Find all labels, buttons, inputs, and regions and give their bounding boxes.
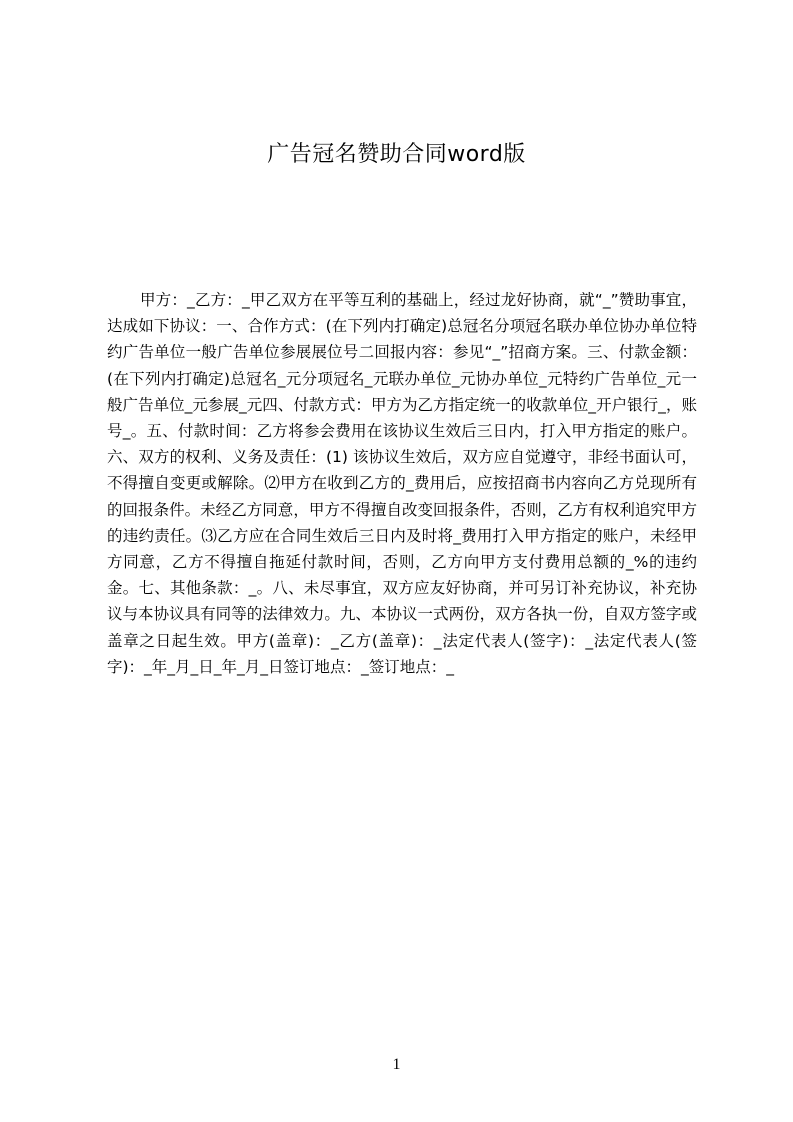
document-title: 广告冠名赞助合同word版	[267, 142, 526, 167]
contract-body-text: 甲方：_乙方：_甲乙双方在平等互利的基础上，经过龙好协商，就“_”赞助事宜，达成如下协议：一、合作方式：(在下列内打确定)总冠名分项冠名联办单位协办单位特约广告单位一般广告单位参展展位号二回报内容：参见“_”招商方案。三、付款金额：(在下列内打确定)总冠名_元分项冠名_元联办单位_元协办单位_元特约广告单位_元一般广告单位_元参展_元四、付款方式：甲方为乙方指定统一的收款单位_开户银行_，账号_。五、付款时间：乙方将参会费用在该协议生效后三日内，打入甲方指定的账户。六、双方的权利、义务及责任：(1) 该协议生效后，双方应自觉遵守，非经书面认可，不得擅自变更或解除。⑵甲方在收到乙方的_费用后，应按招商书内容向乙方兑现所有的回报条件。未经乙方同意，甲方不得擅自改变回报条件，否则，乙方有权利追究甲方的违约责任。⑶乙方应在合同生效后三日内及时将_费用打入甲方指定的账户，未经甲方同意，乙方不得擅自拖延付款时间，否则，乙方向甲方支付费用总额的_%的违约金。七、其他条款：_。八、未尽事宜，双方应友好协商，并可另订补充协议，补充协议与本协议具有同等的法律效力。九、本协议一式两份，双方各执一份，自双方签字或盖章之日起生效。甲方(盖章)：_乙方(盖章)：_法定代表人(签字)：_法定代表人(签字)：_年_月_日_年_月_日签订地点：_签订地点：_	[107, 291, 697, 676]
page-number: 1	[392, 1056, 401, 1073]
